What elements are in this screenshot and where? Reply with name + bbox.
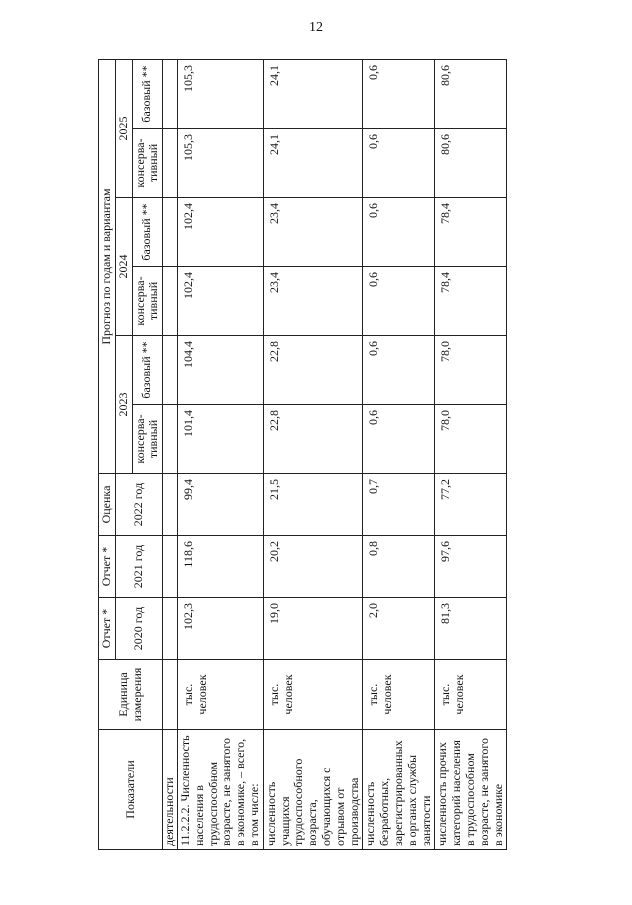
value-2023-conservative: 101,4	[177, 405, 263, 474]
value-2020: 81,3	[435, 598, 507, 660]
value-2023-base: 22,8	[263, 336, 363, 405]
header-forecast: Прогноз по годам и вариантам	[99, 60, 116, 474]
value-2024-conservative: 78,4	[435, 267, 507, 336]
table-row	[435, 60, 507, 850]
header-base-2025: базовый **	[132, 60, 163, 129]
header-estimate-2022: Оценка	[99, 474, 116, 536]
header-row-1	[99, 60, 116, 850]
header-report-2021: Отчет *	[99, 536, 116, 598]
category-label: деятельности	[163, 730, 178, 850]
value-2024-base: 78,4	[435, 198, 507, 267]
value-2024-base: 0,6	[363, 198, 435, 267]
value-2023-base: 104,4	[177, 336, 263, 405]
header-report-2020: Отчет *	[99, 598, 116, 660]
value-2023-base: 0,6	[363, 336, 435, 405]
forecast-table	[98, 59, 507, 850]
header-conservative-2024: консерва-тивный	[132, 267, 163, 336]
value-2023-conservative: 0,6	[363, 405, 435, 474]
header-year-2024: 2024	[115, 198, 132, 336]
indicator-cell: численность безработных, зарегистрированных в органах службы занятости	[363, 730, 435, 850]
header-conservative-2023: консерва-тивный	[132, 405, 163, 474]
table-row	[177, 60, 263, 850]
table-row	[263, 60, 363, 850]
header-conservative-2025: консерва-тивный	[132, 129, 163, 198]
value-2022: 21,5	[263, 474, 363, 536]
value-2024-base: 102,4	[177, 198, 263, 267]
unit-cell: тыс. человек	[363, 660, 435, 730]
value-2025-base: 105,3	[177, 60, 263, 129]
indicator-cell: численность учащихся трудоспособного возраста, обучающихся с отрывом от производства	[263, 730, 363, 850]
indicator-cell: численность прочих категорий населения в трудоспособном возрасте, не занятого в экономике	[435, 730, 507, 850]
header-year-2023: 2023	[115, 336, 132, 474]
value-2025-base: 80,6	[435, 60, 507, 129]
value-2022: 99,4	[177, 474, 263, 536]
header-year-2021: 2021 год	[115, 536, 162, 598]
header-indicators: Показатели	[99, 730, 163, 850]
value-2025-conservative: 80,6	[435, 129, 507, 198]
value-2021: 20,2	[263, 536, 363, 598]
value-2024-conservative: 102,4	[177, 267, 263, 336]
indicator-cell: 11.2.2.2. Численность населения в трудоспособном возрасте, не занятого в экономике, – всего, в том числе:	[177, 730, 263, 850]
value-2020: 102,3	[177, 598, 263, 660]
value-2022: 77,2	[435, 474, 507, 536]
value-2024-base: 23,4	[263, 198, 363, 267]
value-2025-conservative: 0,6	[363, 129, 435, 198]
value-2024-conservative: 23,4	[263, 267, 363, 336]
value-2022: 0,7	[363, 474, 435, 536]
category-row	[163, 60, 178, 850]
header-base-2024: базовый **	[132, 198, 163, 267]
value-2025-conservative: 24,1	[263, 129, 363, 198]
header-unit: Единица измерения	[99, 660, 163, 730]
value-2023-base: 78,0	[435, 336, 507, 405]
value-2023-conservative: 22,8	[263, 405, 363, 474]
header-year-2022: 2022 год	[115, 474, 162, 536]
value-2023-conservative: 78,0	[435, 405, 507, 474]
page-number: 12	[309, 20, 323, 35]
forecast-table-container	[98, 60, 505, 850]
value-2021: 0,8	[363, 536, 435, 598]
value-2020: 19,0	[263, 598, 363, 660]
header-year-2020: 2020 год	[115, 598, 162, 660]
unit-cell: тыс. человек	[435, 660, 507, 730]
unit-cell: тыс. человек	[263, 660, 363, 730]
value-2025-conservative: 105,3	[177, 129, 263, 198]
header-year-2025: 2025	[115, 60, 132, 198]
value-2025-base: 24,1	[263, 60, 363, 129]
unit-cell: тыс. человек	[177, 660, 263, 730]
value-2020: 2,0	[363, 598, 435, 660]
header-base-2023: базовый **	[132, 336, 163, 405]
value-2021: 97,6	[435, 536, 507, 598]
value-2025-base: 0,6	[363, 60, 435, 129]
table-row	[363, 60, 435, 850]
value-2021: 118,6	[177, 536, 263, 598]
value-2024-conservative: 0,6	[363, 267, 435, 336]
